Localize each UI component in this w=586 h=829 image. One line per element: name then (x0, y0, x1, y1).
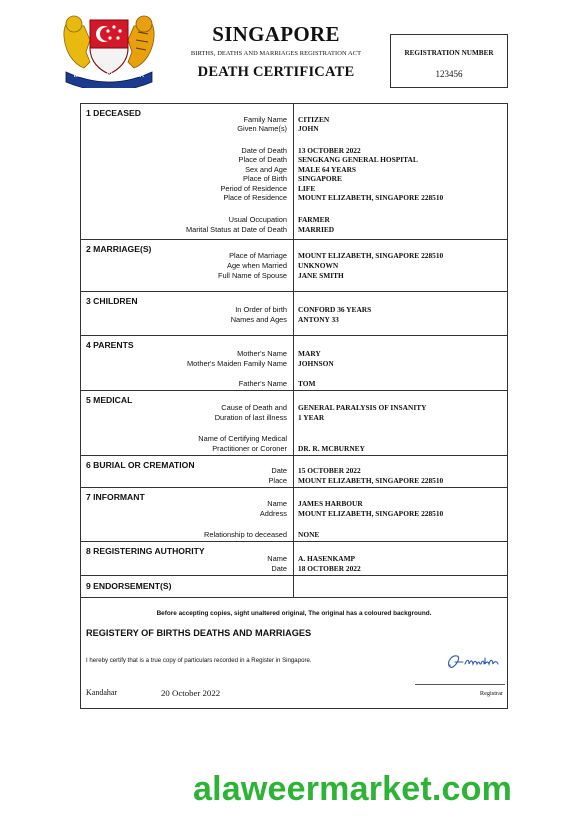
field-value: MOUNT ELIZABETH, SINGAPORE 228510 (298, 509, 444, 518)
field-value: MOUNT ELIZABETH, SINGAPORE 228510 (298, 251, 444, 260)
field-label: Date of Death (241, 146, 287, 155)
section-title: 6 BURIAL OR CREMATION (86, 460, 195, 470)
field-label: Sex and Age (245, 165, 287, 174)
field-label: Cause of Death and (221, 403, 287, 412)
section-informant (81, 488, 507, 542)
field-label: Place of Death (238, 155, 287, 164)
field-label: Place (268, 476, 287, 485)
field-value: JOHN (298, 124, 319, 133)
field-label: Period of Residence (220, 184, 287, 193)
field-value: SENGKANG GENERAL HOSPITAL (298, 155, 418, 164)
field-label: Address (259, 509, 287, 518)
section-title: 8 REGISTERING AUTHORITY (86, 546, 205, 556)
field-value: MARY (298, 349, 321, 358)
field-value: 1 YEAR (298, 413, 325, 422)
crest-motto: MAJULAH SINGAPURA (73, 73, 145, 79)
field-label: Name (267, 554, 287, 563)
field-value: JAMES HARBOUR (298, 499, 363, 508)
registrar-signature (443, 652, 505, 670)
field-value: 13 OCTOBER 2022 (298, 146, 361, 155)
issue-date: 20 October 2022 (161, 688, 221, 698)
field-label: Place of Birth (243, 174, 287, 183)
registration-number-value: 123456 (435, 69, 463, 79)
certification-statement: I hereby certify that is a true copy of particulars recorded in a Register in Singapore. (86, 657, 312, 664)
section-title: 4 PARENTS (86, 340, 134, 350)
section-deceased (81, 104, 507, 240)
field-value: A. HASENKAMP (298, 554, 356, 563)
field-value: CITIZEN (298, 115, 330, 124)
field-label: Date (271, 466, 287, 475)
section-registering-authority (81, 542, 507, 576)
field-label: Usual Occupation (228, 215, 287, 224)
field-label: Duration of last illness (214, 413, 287, 422)
field-label: Father's Name (238, 379, 287, 388)
field-value: JANE SMITH (298, 271, 344, 280)
field-value: SINGAPORE (298, 174, 342, 183)
field-value: 15 OCTOBER 2022 (298, 466, 361, 475)
section-medical (81, 391, 507, 456)
signature-line (415, 684, 505, 685)
field-value: MARRIED (298, 225, 335, 234)
original-notice: Before accepting copies, sight unaltered original, The original has a coloured background. (156, 610, 432, 617)
act-subtitle: BIRTHS, DEATHS AND MARRIAGES REGISTRATION ACT (190, 50, 362, 57)
field-value: TOM (298, 379, 316, 388)
section-title: 7 INFORMANT (86, 492, 145, 502)
field-label: Mother's Maiden Family Name (187, 359, 287, 368)
registrar-label: Registrar (479, 690, 503, 697)
section-children (81, 292, 507, 336)
field-label: Mother's Name (237, 349, 287, 358)
field-value: FARMER (298, 215, 330, 224)
field-label: Family Name (243, 115, 287, 124)
field-label: Relationship to deceased (204, 530, 287, 539)
field-value: MOUNT ELIZABETH, SINGAPORE 228510 (298, 476, 444, 485)
registration-number-label: REGISTRATION NUMBER (404, 49, 494, 57)
field-value: CONFORD 36 YEARS (298, 305, 372, 314)
field-label: Date (271, 564, 287, 573)
field-label: Name of Certifying Medical (198, 434, 287, 443)
field-value: 18 OCTOBER 2022 (298, 564, 361, 573)
country-title: SINGAPORE (212, 22, 340, 46)
registration-number-box (390, 34, 508, 88)
section-endorsement (81, 576, 507, 598)
field-value: DR. R. MCBURNEY (298, 444, 365, 453)
field-value: ANTONY 33 (298, 315, 339, 324)
registry-heading: REGISTERY OF BIRTHS DEATHS AND MARRIAGES (86, 628, 312, 638)
field-label: Given Name(s) (237, 124, 287, 133)
section-title: 2 MARRIAGE(S) (86, 244, 152, 254)
section-marriage (81, 240, 507, 292)
section-title: 3 CHILDREN (86, 296, 138, 306)
field-label: Place of Residence (223, 193, 287, 202)
field-label: Practitioner or Coroner (212, 444, 287, 453)
field-label: Name (267, 499, 287, 508)
certificate-table (80, 103, 508, 709)
section-title: 1 DECEASED (86, 108, 141, 118)
watermark-text: alaweermarket.com (193, 770, 513, 808)
field-label: Age when Married (227, 261, 287, 270)
field-label: Names and Ages (230, 315, 287, 324)
document-type-title: DEATH CERTIFICATE (197, 64, 355, 80)
field-value: JOHNSON (298, 359, 334, 368)
field-value: LIFE (298, 184, 316, 193)
field-label: Full Name of Spouse (217, 271, 287, 280)
field-value: NONE (298, 530, 320, 539)
section-parents (81, 336, 507, 391)
section-burial (81, 456, 507, 488)
section-title: 9 ENDORSEMENT(S) (86, 581, 172, 591)
field-value: GENERAL PARALYSIS OF INSANITY (298, 403, 427, 412)
field-label: In Order of birth (235, 305, 287, 314)
issue-place: Kandahar (86, 688, 118, 697)
field-value: MOUNT ELIZABETH, SINGAPORE 228510 (298, 193, 444, 202)
section-title: 5 MEDICAL (86, 395, 133, 405)
field-value: MALE 64 YEARS (298, 165, 357, 174)
field-value: UNKNOWN (298, 261, 339, 270)
field-label: Place of Marriage (229, 251, 287, 260)
field-label: Marital Status at Date of Death (185, 225, 287, 234)
